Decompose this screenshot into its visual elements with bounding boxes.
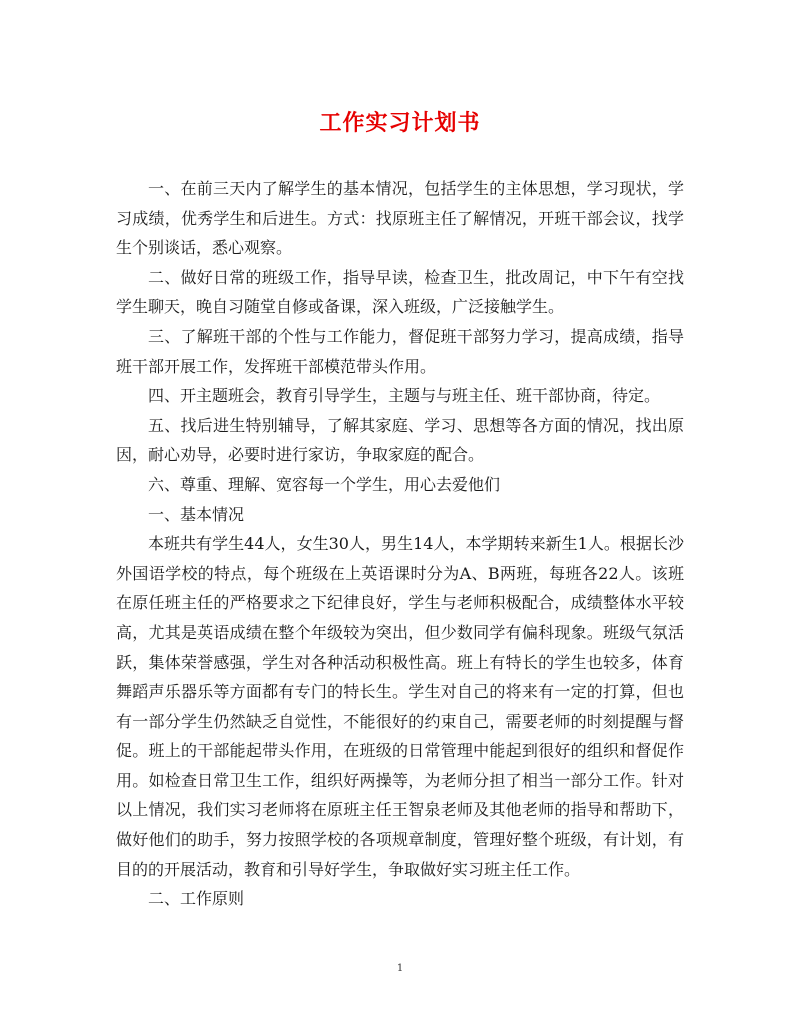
paragraph: 四、开主题班会，教育引导学生，主题与与班主任、班干部协商，待定。 xyxy=(148,386,661,406)
paragraph: 五、找后进生特别辅导，了解其家庭、学习、思想等各方面的情况，找出原因，耐心劝导，必要时进行家访，争取家庭的配合。 xyxy=(116,415,684,465)
paragraph: 六、尊重、理解、宽容每一个学生，用心去爱他们 xyxy=(148,474,501,494)
document-body xyxy=(116,174,684,914)
document-title: 工作实习计划书 xyxy=(319,110,481,136)
section-heading: 一、基本情况 xyxy=(148,504,245,524)
section-heading: 二、工作原则 xyxy=(148,889,245,909)
paragraph: 本班共有学生44人，女生30人，男生14人，本学期转来新生1人。根据长沙外国语学校的特点，每个班级在上英语课时分为A、B两班，每班各22人。该班在原任班主任的严格要求之下纪律良好，学生与老师积极配合，成绩整体水平较高，尤其是英语成绩在整个年级较为突出，但少数同学有偏科现象。班级气氛活跃，集体荣誉感强，学生对各种活动积极性高。班上有特长的学生也较多，体育舞蹈声乐器乐等方面都有专门的特长生。学生对自己的将来有一定的打算，但也有一部分学生仍然缺乏自觉性，不能很好的约束自己，需要老师的时刻提醒与督促。班上的干部能起带头作用，在班级的日常管理中能起到很好的组织和督促作用。如检查日常卫生工作，组织好两操等，为老师分担了相当一部分工作。针对以上情况，我们实习老师将在原班主任王智泉老师及其他老师的指导和帮助下，做好他们的助手，努力按照学校的各项规章制度，管理好整个班级，有计划，有目的的开展活动，教育和引导好学生，争取做好实习班主任工作。 xyxy=(116,534,684,879)
paragraph: 一、在前三天内了解学生的基本情况，包括学生的主体思想，学习现状，学习成绩，优秀学生和后进生。方式：找原班主任了解情况，开班干部会议，找学生个别谈话，悉心观察。 xyxy=(116,179,684,258)
page-number: 1 xyxy=(396,963,404,974)
paragraph: 三、了解班干部的个性与工作能力，督促班干部努力学习，提高成绩，指导班干部开展工作，发挥班干部模范带头作用。 xyxy=(116,326,684,376)
paragraph: 二、做好日常的班级工作，指导早读，检查卫生，批改周记，中下午有空找学生聊天，晚自习随堂自修或备课，深入班级，广泛接触学生。 xyxy=(116,267,684,317)
